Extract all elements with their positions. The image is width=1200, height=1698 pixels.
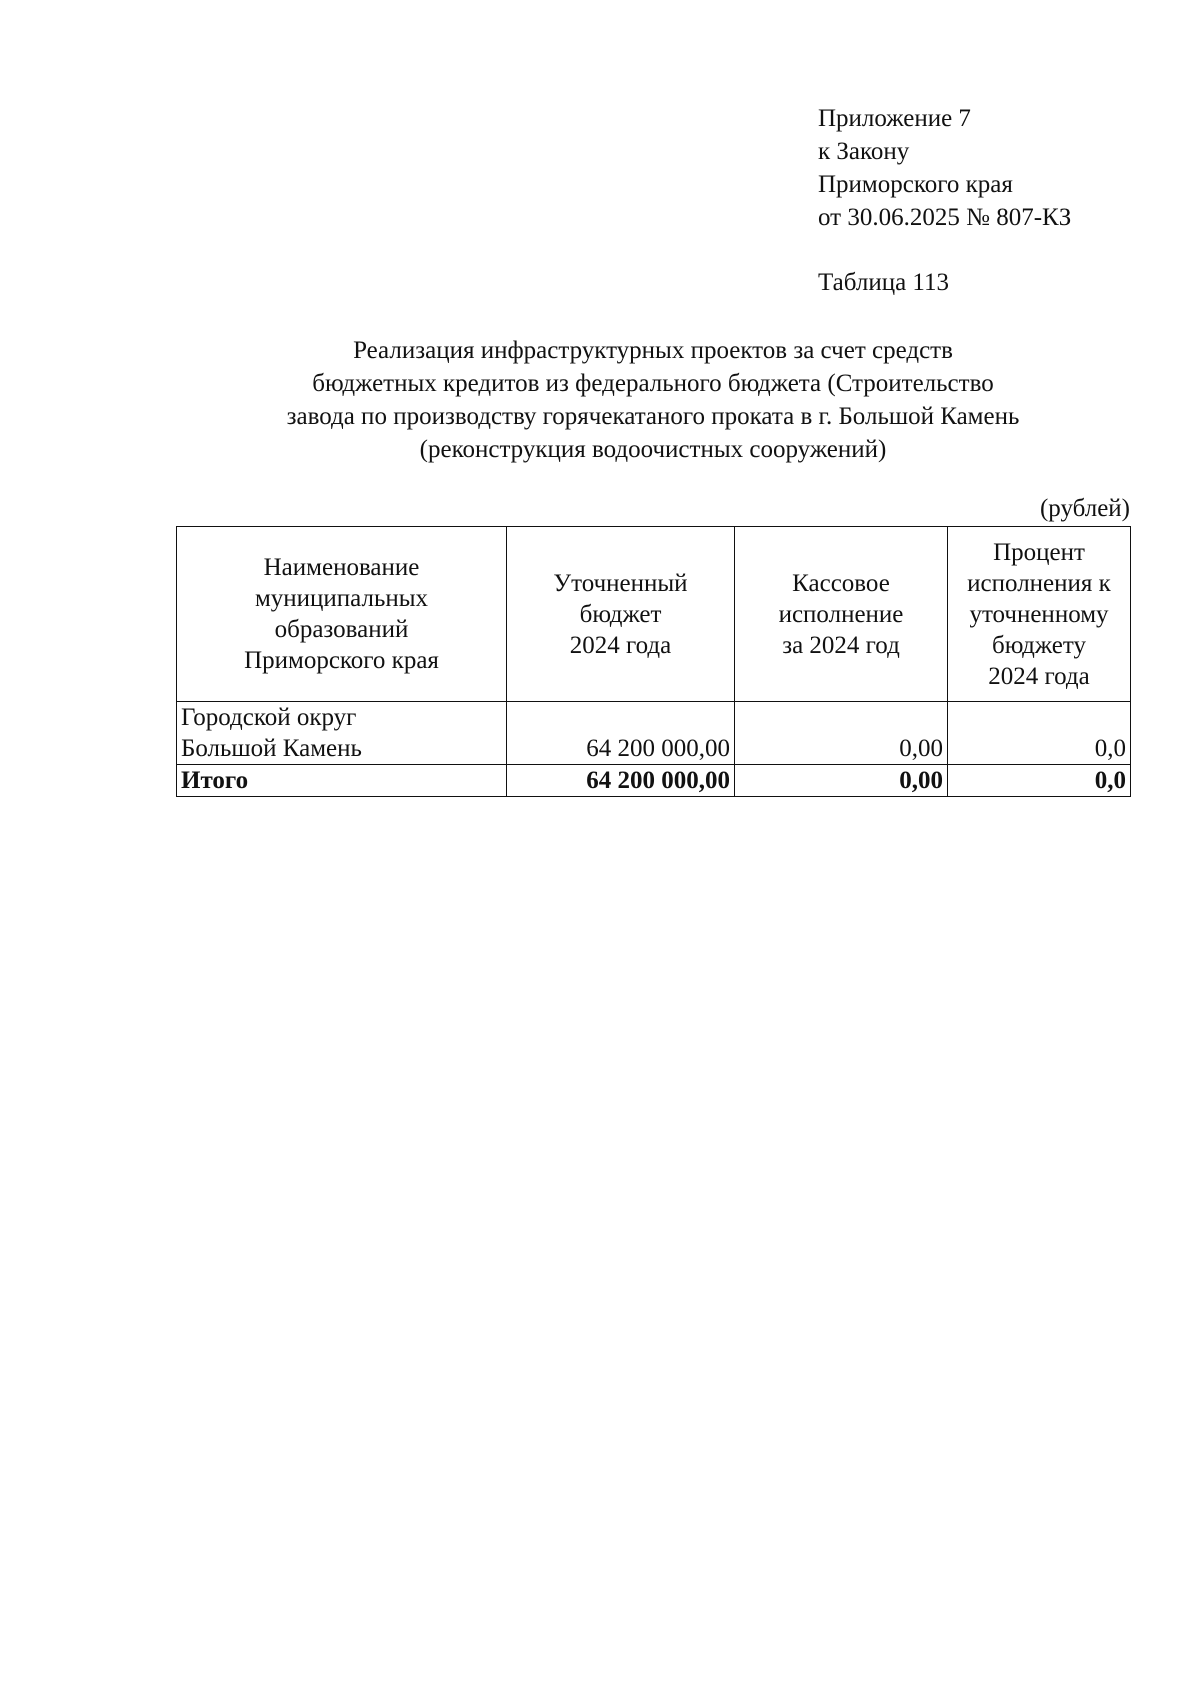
cell-percent: 0,0 [948, 702, 1131, 765]
total-label: Итого [177, 765, 507, 797]
title-line: (реконструкция водоочистных сооружений) [419, 436, 887, 463]
cell-line: Большой Камень [181, 735, 362, 762]
cell-budget: 64 200 000,00 [507, 702, 735, 765]
total-budget: 64 200 000,00 [507, 765, 735, 797]
cell-municipality [177, 702, 507, 765]
header-execution [735, 527, 948, 702]
title-line: бюджетных кредитов из федерального бюджета (Строительство [312, 370, 994, 397]
table-row [177, 702, 1131, 765]
title-line: завода по производству горячекатаного проката в г. Большой Камень [286, 403, 1020, 430]
title-line: Реализация инфраструктурных проектов за счет средств [353, 337, 953, 364]
total-execution: 0,00 [735, 765, 948, 797]
header-line: уточненному [969, 600, 1109, 628]
header-line: исполнения к [967, 569, 1111, 597]
header-line: Процент [993, 538, 1085, 566]
report-table [176, 526, 1131, 797]
table-header-row [177, 527, 1131, 702]
appendix-reference [818, 102, 1071, 234]
cell-execution: 0,00 [735, 702, 948, 765]
header-line: исполнение [778, 600, 904, 628]
header-percent [948, 527, 1131, 702]
header-line: Кассовое [792, 569, 890, 597]
header-line: Приморского края [244, 647, 439, 674]
total-percent: 0,0 [948, 765, 1131, 797]
appendix-line: от 30.06.2025 № 807-КЗ [818, 204, 1072, 231]
header-line: 2024 года [988, 662, 1090, 690]
table-number: Таблица 113 [818, 269, 949, 296]
header-line: Наименование [263, 554, 420, 581]
header-municipality [177, 527, 507, 702]
document-title [176, 334, 1130, 466]
appendix-line: Приморского края [818, 171, 1013, 198]
header-line: муниципальных [254, 585, 429, 612]
appendix-line: к Закону [818, 138, 910, 165]
header-line: 2024 года [569, 631, 672, 659]
units-label: (рублей) [1039, 495, 1130, 522]
header-line: бюджет [579, 600, 662, 628]
header-budget [507, 527, 735, 702]
header-line: образований [274, 616, 409, 643]
cell-line: Городской округ [181, 704, 357, 731]
header-line: бюджету [992, 631, 1086, 659]
header-line: Уточненный [553, 569, 688, 597]
table-total-row [177, 765, 1131, 797]
appendix-line: Приложение 7 [818, 105, 971, 132]
header-line: за 2024 год [782, 631, 900, 659]
